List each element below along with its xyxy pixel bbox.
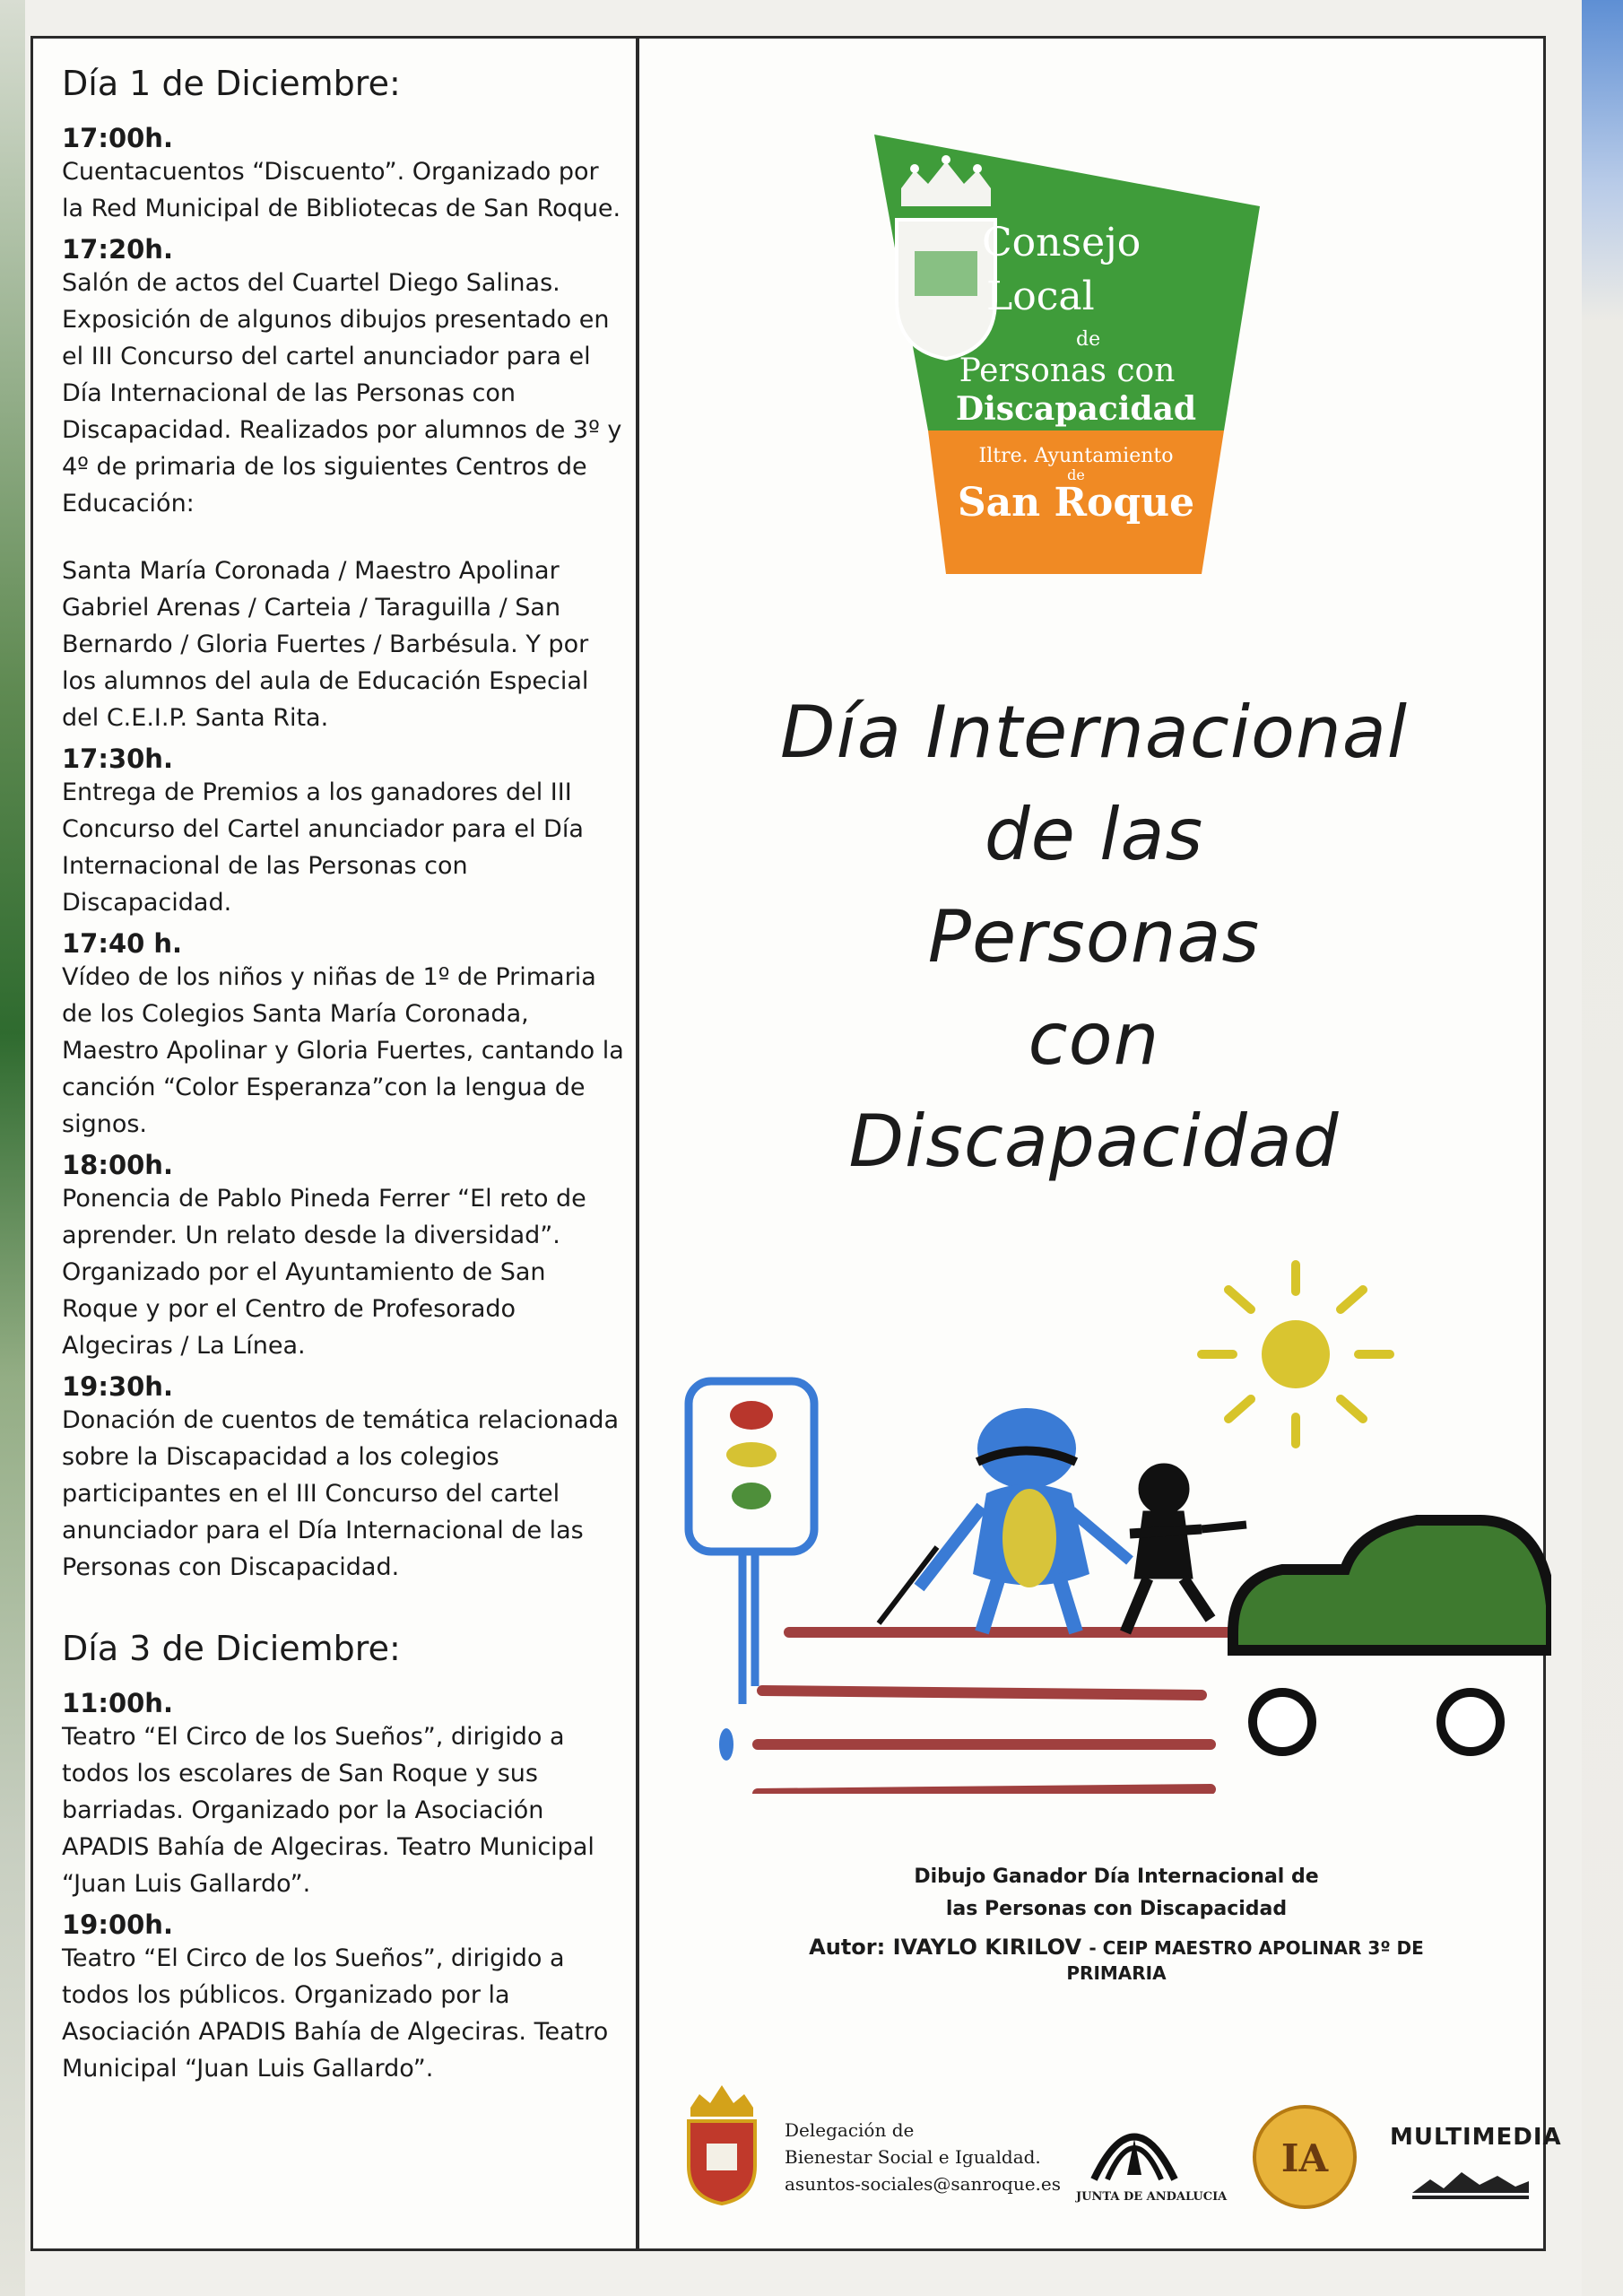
author-label: Autor: (809, 1935, 886, 1960)
event-text: Teatro “El Circo de los Sueños”, dirigido a todos los escolares de San Roque y sus barriadas. Organizado por la Asociación APADIS Bahía de Algeciras. Teatro Municipal “Juan Luis Gallardo”. (62, 1723, 595, 1898)
logo-de: de (1076, 328, 1101, 351)
traffic-light-icon (689, 1381, 814, 1761)
algeciras-circle-icon (1251, 2103, 1358, 2211)
car-icon (1233, 1520, 1551, 1752)
delegacion-line: Delegación de (785, 2119, 915, 2141)
event-item (62, 234, 625, 522)
logo-de-2: de (1067, 466, 1085, 483)
child-figure-icon (1125, 1464, 1246, 1632)
schools-list (62, 552, 625, 736)
day3-heading: Día 3 de Diciembre: (62, 1629, 401, 1668)
main-title (664, 682, 1524, 1193)
junta-label: JUNTA DE ANDALUCIA (1076, 2190, 1228, 2204)
title-line: de las (984, 793, 1204, 876)
event-time: 17:30h. (62, 744, 173, 774)
logo-consejo: Consejo (982, 220, 1141, 265)
logo-san-roque: San Roque (957, 480, 1195, 526)
right-edge-decoration (1582, 0, 1623, 2296)
event-time: 18:00h. (62, 1150, 173, 1180)
consejo-logo (838, 135, 1269, 574)
title-line: con (1028, 997, 1160, 1081)
event-time: 11:00h. (62, 1688, 173, 1718)
event-text: Donación de cuentos de temática relacionada sobre la Discapacidad a los colegios participantes en el III Concurso del cartel anunciador para el Día Internacional de las Personas con Discapacidad. (62, 1406, 620, 1581)
title-line: Personas (927, 895, 1261, 978)
caption-author (789, 1935, 1444, 1985)
event-time: 17:00h. (62, 123, 173, 153)
event-item (62, 928, 625, 1143)
svg-text:IA: IA (1280, 2136, 1329, 2180)
event-text: Cuentacuentos “Discuento”. Organizado por la Red Municipal de Bibliotecas de San Roque. (62, 158, 621, 222)
title-line: Discapacidad (848, 1100, 1340, 1183)
caption-line: las Personas con Discapacidad (945, 1898, 1288, 1920)
event-time: 19:00h. (62, 1909, 173, 1940)
winning-drawing (673, 1256, 1551, 1794)
author-name: IVAYLO KIRILOV (892, 1935, 1082, 1960)
delegacion-block (785, 2117, 1061, 2197)
event-item (62, 1688, 625, 1902)
coat-of-arms-icon (897, 155, 995, 359)
left-edge-decoration (0, 0, 25, 2296)
column-divider (636, 39, 639, 2248)
event-time: 19:30h. (62, 1371, 173, 1402)
san-roque-shield-icon (681, 2081, 762, 2206)
schedule-column (51, 57, 625, 2087)
schools-text: Santa María Coronada / Maestro Apolinar Gabriel Arenas / Carteia / Taraguilla / San Bernardo / Gloria Fuertes / Barbésula. Y por los alumnos del aula de Educación Especial del C.E.I.P. Santa Rita. (62, 557, 589, 732)
event-item (62, 1150, 625, 1364)
delegacion-line: Bienestar Social e Igualdad. (785, 2146, 1041, 2168)
title-line: Día Internacional (780, 691, 1408, 774)
event-text: Salón de actos del Cuartel Diego Salinas. Exposición de algunos dibujos presentado en el III Concurso del cartel anunciador para el Día Internacional de las Personas con Discapacidad. Realizados por alumnos de 3º y 4º de primaria de los siguientes Centros de Educación: (62, 269, 622, 517)
event-text: Ponencia de Pablo Pineda Ferrer “El reto de aprender. Un relato desde la diversidad”. Organizado por el Ayuntamiento de San Roque y por el Centro de Profesorado Algeciras / La Línea. (62, 1185, 586, 1360)
drawing-caption (789, 1861, 1444, 1985)
multimedia-building-icon (1408, 2166, 1533, 2206)
multimedia-label: MULTIMEDIA (1390, 2124, 1562, 2151)
junta-andalucia-icon (1085, 2099, 1184, 2188)
adult-figure-icon (879, 1408, 1130, 1632)
author-school: - CEIP MAESTRO APOLINAR 3º DE PRIMARIA (1066, 1937, 1424, 1984)
event-text: Vídeo de los niños y niñas de 1º de Primaria de los Colegios Santa María Coronada, Maestro Apolinar y Gloria Fuertes, cantando la canción “Color Esperanza”con la lengua de signos. (62, 963, 624, 1138)
event-text: Entrega de Premios a los ganadores del III Concurso del Cartel anunciador para el Día Internacional de las Personas con Discapacidad. (62, 778, 584, 917)
day1-heading: Día 1 de Diciembre: (62, 64, 401, 103)
sun-icon (1202, 1265, 1390, 1444)
event-item (62, 1909, 625, 2087)
event-item (62, 1371, 625, 1586)
delegacion-email: asuntos-sociales@sanroque.es (785, 2173, 1062, 2195)
event-item (62, 123, 625, 227)
footer-logos (681, 2072, 1562, 2215)
event-time: 17:20h. (62, 234, 173, 265)
event-item (62, 744, 625, 921)
logo-local: Local (986, 274, 1095, 319)
logo-personas-con: Personas con (959, 352, 1176, 389)
caption-line: Dibujo Ganador Día Internacional de (914, 1866, 1319, 1888)
event-time: 17:40 h. (62, 928, 183, 959)
crosswalk-icon (758, 1632, 1228, 1794)
logo-discapacidad: Discapacidad (955, 390, 1197, 428)
logo-ayuntamiento: Iltre. Ayuntamiento (978, 445, 1174, 467)
event-text: Teatro “El Circo de los Sueños”, dirigido a todos los públicos. Organizado por la Asociación APADIS Bahía de Algeciras. Teatro Municipal “Juan Luis Gallardo”. (62, 1944, 609, 2083)
